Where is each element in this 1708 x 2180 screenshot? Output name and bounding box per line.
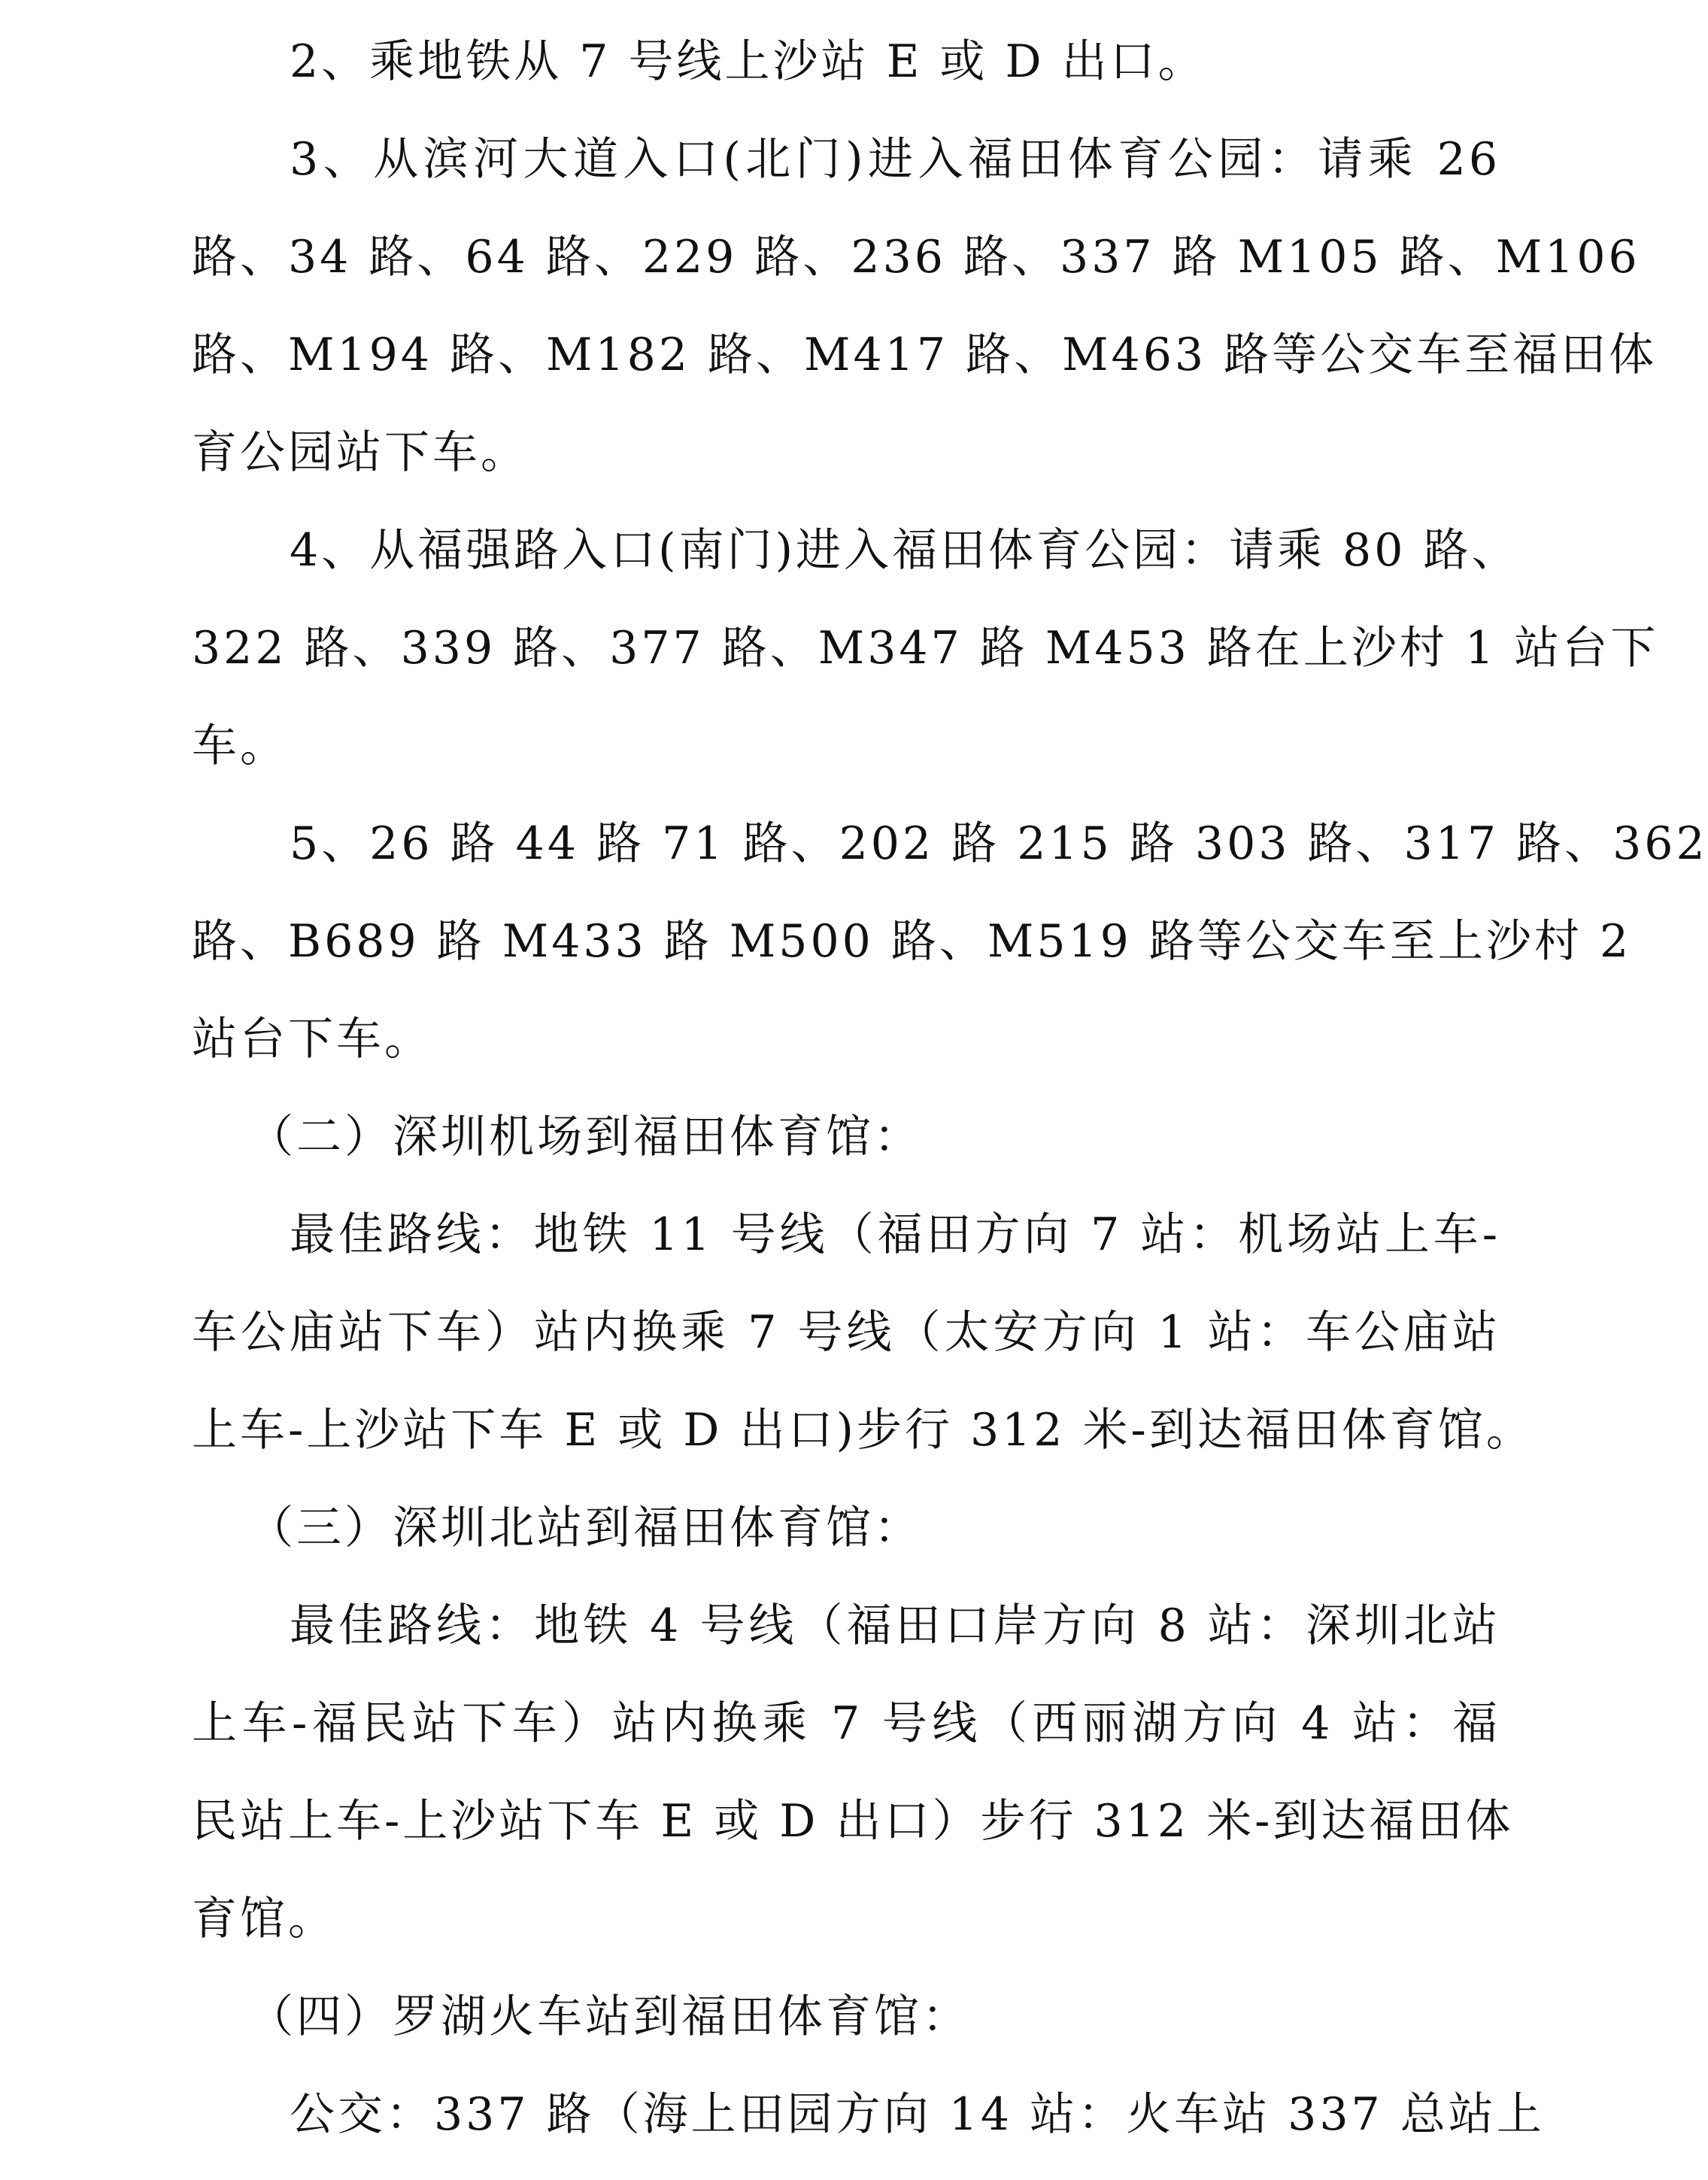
text-line: 2、乘地铁从 7 号线上沙站 E 或 D 出口。 [290,35,1206,88]
text-line: 322 路、339 路、377 路、M347 路 M453 路在上沙村 1 站台下 [192,622,1659,675]
text-line: 5、26 路 44 路 71 路、202 路 215 路 303 路、317 路、362 [290,817,1708,870]
text-line: 公交：337 路（海上田园方向 14 站：火车站 337 总站上 [290,2088,1545,2141]
text-line: 最佳路线：地铁 4 号线（福田口岸方向 8 站：深圳北站 [290,1599,1500,1652]
text-line: 车。 [192,720,288,772]
section-heading: （四）罗湖火车站到福田体育馆： [248,1991,970,2043]
text-line: 站台下车。 [192,1013,432,1066]
text-line: 4、从福强路入口(南门)进入福田体育公园：请乘 80 路、 [290,524,1520,577]
text-line: 最佳路线：地铁 11 号线（福田方向 7 站：机场站上车- [290,1208,1500,1261]
text-line: 路、34 路、64 路、229 路、236 路、337 路 M105 路、M106 [192,231,1640,283]
text-line: 3、从滨河大道入口(北门)进入福田体育公园：请乘 26 [290,133,1500,186]
text-line: 路、M194 路、M182 路、M417 路、M463 路等公交车至福田体 [192,329,1658,381]
text-line: 民站上车-上沙站下车 E 或 D 出口）步行 312 米-到达福田体 [192,1795,1514,1848]
section-heading: （三）深圳北站到福田体育馆： [248,1502,922,1554]
text-line: 育馆。 [192,1893,336,1945]
section-heading: （二）深圳机场到福田体育馆： [248,1111,922,1163]
text-line: 路、B689 路 M433 路 M500 路、M519 路等公交车至上沙村 2 [192,915,1632,968]
text-line: 车公庙站下车）站内换乘 7 号线（太安方向 1 站：车公庙站 [192,1306,1500,1359]
text-line: 上车-上沙站下车 E 或 D 出口)步行 312 米-到达福田体育馆。 [192,1404,1534,1457]
text-line: 上车-福民站下车）站内换乘 7 号线（西丽湖方向 4 站：福 [192,1697,1500,1750]
text-line: 育公园站下车。 [192,426,529,479]
